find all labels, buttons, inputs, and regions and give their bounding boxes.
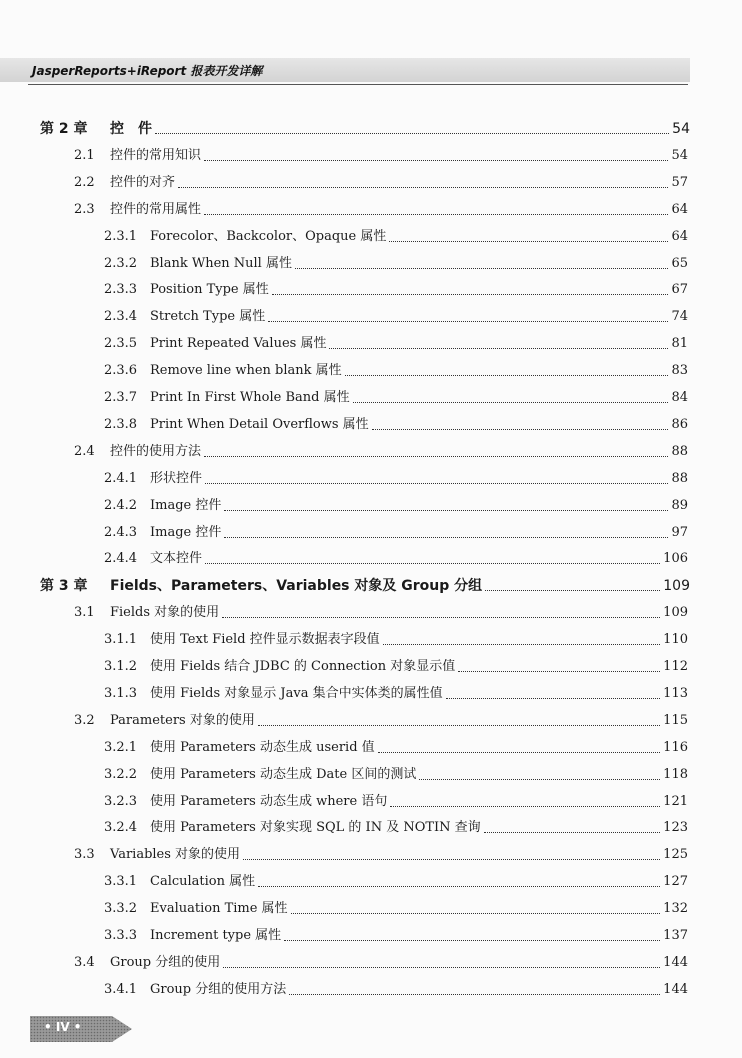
toc-entry-number: 3.1 <box>74 605 95 621</box>
toc-entry-number: 2.4.4 <box>104 551 138 567</box>
toc-entry-title: 使用 Parameters 动态生成 Date 区间的测试 <box>150 766 417 782</box>
page-header <box>0 0 742 86</box>
header-rule <box>28 84 688 85</box>
toc-entry <box>104 818 688 838</box>
toc-entry-page: 54 <box>672 121 690 137</box>
toc-entry-title: 控件的对齐 <box>110 174 176 190</box>
dot-leader <box>353 401 669 403</box>
dot-leader <box>178 186 668 188</box>
toc-entry-page: 106 <box>663 551 688 567</box>
dot-leader <box>243 858 660 860</box>
toc-entry-page: 64 <box>671 228 688 244</box>
toc-entry-title: Print When Detail Overflows 属性 <box>150 416 369 432</box>
toc-entry-number: 第 3 章 <box>40 578 88 595</box>
toc-entry-number: 2.3.3 <box>104 282 138 298</box>
toc-entry-title: 控件的常用属性 <box>110 201 202 217</box>
toc-entry-page: 125 <box>663 847 688 863</box>
dot-leader <box>372 428 669 430</box>
dot-leader <box>155 132 669 134</box>
toc-entry-number: 2.1 <box>74 147 95 163</box>
toc-entry-page: 88 <box>671 443 688 459</box>
dot-leader <box>205 562 660 564</box>
toc-entry-title: 控件的常用知识 <box>110 147 202 163</box>
toc-entry-number: 3.2.3 <box>104 793 138 809</box>
toc-entry-page: 132 <box>663 901 688 917</box>
toc-entry-number: 3.2 <box>74 712 95 728</box>
dot-leader <box>485 589 660 591</box>
toc-entry <box>104 630 688 650</box>
toc-entry-page: 54 <box>671 147 688 163</box>
toc-entry <box>104 307 688 327</box>
toc-entry <box>104 738 688 758</box>
toc-entry <box>74 146 688 166</box>
toc-entry-page: 64 <box>671 201 688 217</box>
dot-leader <box>268 320 668 322</box>
toc-entry <box>74 603 688 623</box>
toc-entry-number: 2.3.5 <box>104 336 138 352</box>
toc-entry-title: Position Type 属性 <box>150 282 269 298</box>
toc-entry-number: 3.2.2 <box>104 766 138 782</box>
toc-entry-page: 65 <box>671 255 688 271</box>
dot-leader <box>224 509 668 511</box>
dot-leader <box>289 993 660 995</box>
toc-entry-title: Variables 对象的使用 <box>110 847 241 863</box>
toc-entry-page: 74 <box>671 309 688 325</box>
toc-entry <box>74 953 688 973</box>
toc-entry <box>104 227 688 247</box>
toc-entry-page: 86 <box>671 416 688 432</box>
toc-entry-title: Remove line when blank 属性 <box>150 363 342 379</box>
dot-leader <box>419 778 660 780</box>
toc-entry-number: 3.3.2 <box>104 901 138 917</box>
toc-entry-number: 2.4.2 <box>104 497 138 513</box>
toc-entry-page: 67 <box>671 282 688 298</box>
toc-entry-title: Image 控件 <box>150 497 222 513</box>
toc-entry <box>104 549 688 569</box>
toc-entry-number: 2.3.8 <box>104 416 138 432</box>
toc-entry-title: Parameters 对象的使用 <box>110 712 255 728</box>
toc-entry <box>74 845 688 865</box>
toc-entry <box>104 496 688 516</box>
toc-entry <box>104 980 688 1000</box>
toc-entry-title: Print In First Whole Band 属性 <box>150 390 350 405</box>
toc-entry-title: 使用 Text Field 控件显示数据表字段值 <box>150 632 380 648</box>
toc-entry-number: 2.3.2 <box>104 255 138 271</box>
toc-entry-number: 2.4 <box>74 443 95 459</box>
toc-entry <box>74 711 688 731</box>
toc-entry-title: Stretch Type 属性 <box>150 309 266 325</box>
toc-entry <box>104 334 688 354</box>
toc-entry-number: 3.4.1 <box>104 981 138 997</box>
dot-leader <box>224 536 668 538</box>
dot-leader <box>204 159 668 161</box>
dot-leader <box>446 697 661 699</box>
toc-entry-title: Group 分组的使用方法 <box>150 981 287 997</box>
toc-entry-page: 97 <box>671 524 688 540</box>
toc-entry-title: 形状控件 <box>150 470 203 486</box>
toc-entry-page: 144 <box>663 981 688 997</box>
dot-leader <box>205 482 668 484</box>
toc-entry-title: 控 件 <box>110 121 152 137</box>
toc-entry-number: 2.2 <box>74 174 95 190</box>
toc-entry-title: Increment type 属性 <box>150 928 282 943</box>
toc-entry-title: 使用 Fields 结合 JDBC 的 Connection 对象显示值 <box>150 659 456 674</box>
toc-entry-page: 115 <box>663 712 688 728</box>
dot-leader <box>390 805 660 807</box>
toc-entry-page: 112 <box>663 659 688 674</box>
dot-leader <box>383 643 661 645</box>
toc-entry <box>74 200 688 220</box>
toc-entry-page: 137 <box>663 928 688 943</box>
toc-entry <box>74 173 688 193</box>
dot-leader <box>222 616 660 618</box>
toc-entry-page: 116 <box>663 739 688 755</box>
toc-entry-page: 83 <box>671 363 688 379</box>
toc-entry <box>104 469 688 489</box>
dot-leader <box>329 347 668 349</box>
toc-entry-page: 144 <box>663 954 688 970</box>
toc-entry-number: 2.3.7 <box>104 390 138 405</box>
toc-entry-number: 3.2.1 <box>104 739 138 755</box>
toc-entry-page: 121 <box>663 793 688 809</box>
toc-entry-number: 3.4 <box>74 954 95 970</box>
toc-entry-title: Image 控件 <box>150 524 222 540</box>
toc-entry-title: Forecolor、Backcolor、Opaque 属性 <box>150 228 387 244</box>
dot-leader <box>378 751 661 753</box>
toc-entry <box>104 684 688 704</box>
toc-entry-page: 113 <box>663 685 688 701</box>
toc-entry-number: 3.1.2 <box>104 659 138 674</box>
toc-entry-title: Fields、Parameters、Variables 对象及 Group 分组 <box>110 578 483 595</box>
toc-entry-number: 3.1.1 <box>104 632 138 648</box>
toc-entry-page: 88 <box>671 470 688 486</box>
running-title: JasperReports+iReport 报表开发详解 <box>32 64 263 78</box>
dot-leader <box>204 455 668 457</box>
toc-entry <box>104 361 688 381</box>
dot-leader <box>389 240 668 242</box>
toc-entry-page: 118 <box>663 766 688 782</box>
dot-leader <box>295 267 668 269</box>
toc-entry-page: 89 <box>671 497 688 513</box>
toc-entry-title: 使用 Parameters 对象实现 SQL 的 IN 及 NOTIN 查询 <box>150 820 481 836</box>
toc-entry-number: 2.4.3 <box>104 524 138 540</box>
toc-entry-title: Calculation 属性 <box>150 874 256 890</box>
dot-leader <box>345 374 669 376</box>
toc-entry-title: Fields 对象的使用 <box>110 605 220 621</box>
toc-entry-number: 2.3.4 <box>104 309 138 325</box>
dot-leader <box>258 724 660 726</box>
toc-entry <box>104 657 688 677</box>
toc-entry-title: 文本控件 <box>150 551 203 567</box>
toc-entry-title: 使用 Fields 对象显示 Java 集合中实体类的属性值 <box>150 685 443 701</box>
toc-entry <box>104 415 688 435</box>
toc-entry <box>104 899 688 919</box>
toc-entry <box>40 576 690 596</box>
toc-entry <box>104 765 688 785</box>
toc-entry <box>104 872 688 892</box>
page-number: • IV • <box>44 1020 82 1034</box>
toc-entry-number: 2.4.1 <box>104 470 138 486</box>
toc-entry-page: 84 <box>671 390 688 405</box>
toc-entry-number: 2.3.6 <box>104 363 138 379</box>
toc-entry-page: 123 <box>663 820 688 836</box>
toc-entry <box>74 442 688 462</box>
toc-entry-page: 127 <box>663 874 688 890</box>
toc-entry-number: 3.1.3 <box>104 685 138 701</box>
dot-leader <box>291 912 661 914</box>
toc-entry <box>104 280 688 300</box>
toc-entry-page: 81 <box>671 336 688 352</box>
dot-leader <box>204 213 668 215</box>
toc-entry-number: 第 2 章 <box>40 121 88 137</box>
toc-entry-number: 3.3.1 <box>104 874 138 890</box>
dot-leader <box>484 831 660 833</box>
toc-entry-number: 2.3.1 <box>104 228 138 244</box>
toc-entry-page: 110 <box>663 632 688 648</box>
toc-entry-page: 57 <box>671 174 688 190</box>
toc-entry-title: 使用 Parameters 动态生成 userid 值 <box>150 739 375 755</box>
toc-entry-title: 控件的使用方法 <box>110 443 202 459</box>
toc-entry <box>104 254 688 274</box>
toc-entry-number: 3.2.4 <box>104 820 138 836</box>
toc-entry-page: 109 <box>663 578 690 595</box>
toc-entry-title: Blank When Null 属性 <box>150 255 292 271</box>
toc-entry <box>104 523 688 543</box>
toc-entry <box>104 388 688 408</box>
toc-entry <box>104 926 688 946</box>
toc-entry-number: 2.3 <box>74 201 95 217</box>
dot-leader <box>284 939 660 941</box>
toc-entry-title: Group 分组的使用 <box>110 954 221 970</box>
dot-leader <box>458 670 660 672</box>
dot-leader <box>223 966 660 968</box>
toc-entry-number: 3.3 <box>74 847 95 863</box>
dot-leader <box>258 885 660 887</box>
toc-entry-page: 109 <box>663 605 688 621</box>
toc-entry-title: Print Repeated Values 属性 <box>150 336 327 352</box>
toc-entry-number: 3.3.3 <box>104 928 138 943</box>
toc-entry <box>104 792 688 812</box>
toc-entry <box>40 119 690 139</box>
dot-leader <box>272 293 669 295</box>
toc-entry-title: Evaluation Time 属性 <box>150 901 288 917</box>
toc-entry-title: 使用 Parameters 动态生成 where 语句 <box>150 793 388 809</box>
